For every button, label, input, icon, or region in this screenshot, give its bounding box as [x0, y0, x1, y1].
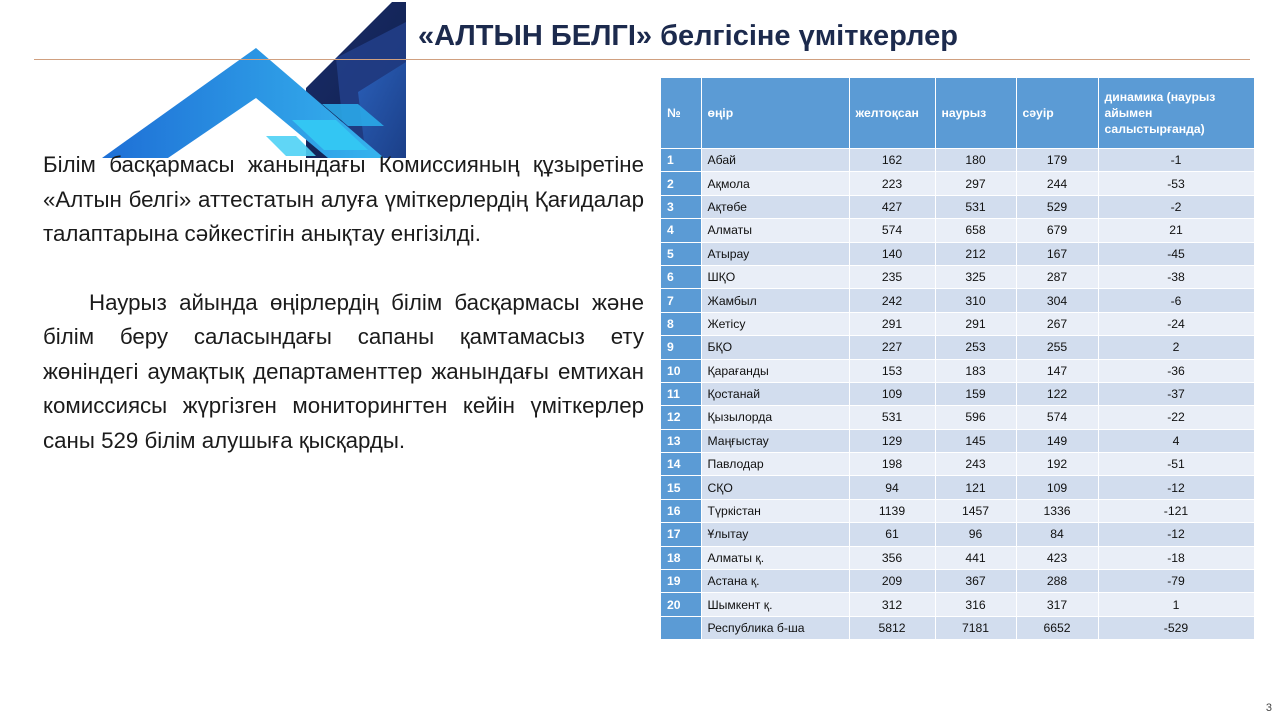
title-divider [34, 59, 1250, 60]
cell-march: 1457 [935, 499, 1016, 522]
cell-december: 109 [849, 382, 935, 405]
cell-december: 356 [849, 546, 935, 569]
cell-number: 6 [661, 265, 701, 288]
cell-region: Шымкент қ. [701, 593, 849, 616]
cell-number: 5 [661, 242, 701, 265]
cell-december: 531 [849, 406, 935, 429]
cell-march: 367 [935, 570, 1016, 593]
cell-december: 129 [849, 429, 935, 452]
header-december: желтоқсан [849, 78, 935, 149]
cell-december: 223 [849, 172, 935, 195]
cell-region: Алматы қ. [701, 546, 849, 569]
cell-december: 61 [849, 523, 935, 546]
paragraph-1: Білім басқармасы жанындағы Комиссияның құзыретіне «Алтын белгі» аттестатын алуға үміткерлердің Қағидалар талаптарына сәйкестігін анықтау енгізілді. [43, 152, 644, 246]
cell-march: 531 [935, 195, 1016, 218]
cell-dynamics: 1 [1098, 593, 1254, 616]
cell-dynamics: -53 [1098, 172, 1254, 195]
cell-april: 288 [1016, 570, 1098, 593]
cell-april: 679 [1016, 219, 1098, 242]
table-row [661, 242, 1254, 265]
cell-number: 1 [661, 149, 701, 172]
cell-dynamics: -24 [1098, 312, 1254, 335]
cell-dynamics: -12 [1098, 476, 1254, 499]
cell-march: 310 [935, 289, 1016, 312]
cell-december: 140 [849, 242, 935, 265]
cell-region: Атырау [701, 242, 849, 265]
cell-region: ШҚО [701, 265, 849, 288]
table-row [661, 546, 1254, 569]
cell-march: 121 [935, 476, 1016, 499]
cell-december: 235 [849, 265, 935, 288]
cell-march: 7181 [935, 616, 1016, 639]
cell-number: 12 [661, 406, 701, 429]
cell-april: 304 [1016, 289, 1098, 312]
cell-region: Қызылорда [701, 406, 849, 429]
cell-april: 167 [1016, 242, 1098, 265]
table-row [661, 265, 1254, 288]
cell-march: 145 [935, 429, 1016, 452]
table-row [661, 499, 1254, 522]
cell-dynamics: -79 [1098, 570, 1254, 593]
cell-march: 243 [935, 453, 1016, 476]
table-row [661, 336, 1254, 359]
cell-region: Жамбыл [701, 289, 849, 312]
cell-number [661, 616, 701, 639]
cell-april: 529 [1016, 195, 1098, 218]
cell-region: Абай [701, 149, 849, 172]
cell-region: Республика б-ша [701, 616, 849, 639]
cell-april: 287 [1016, 265, 1098, 288]
cell-dynamics: -12 [1098, 523, 1254, 546]
cell-dynamics: -18 [1098, 546, 1254, 569]
cell-number: 11 [661, 382, 701, 405]
paragraph-2: Наурыз айында өңірлердің білім басқармасы және білім беру саласындағы сапаны қамтамасыз ету жөніндегі аумақтық департаменттер жанындағы емтихан комиссиясы жүргізген мониторингтен кейін үміткерлер саны 529 білім алушыға қысқарды. [43, 289, 644, 453]
cell-region: БҚО [701, 336, 849, 359]
table-row [661, 570, 1254, 593]
candidates-table [661, 78, 1255, 639]
table-row [661, 289, 1254, 312]
cell-april: 244 [1016, 172, 1098, 195]
page-number: 3 [1265, 702, 1272, 714]
table-row [661, 523, 1254, 546]
cell-march: 253 [935, 336, 1016, 359]
cell-april: 109 [1016, 476, 1098, 499]
cell-dynamics: -36 [1098, 359, 1254, 382]
cell-dynamics: -6 [1098, 289, 1254, 312]
cell-march: 658 [935, 219, 1016, 242]
cell-region: Павлодар [701, 453, 849, 476]
cell-dynamics: -51 [1098, 453, 1254, 476]
cell-december: 242 [849, 289, 935, 312]
cell-december: 227 [849, 336, 935, 359]
cell-region: Ақтөбе [701, 195, 849, 218]
cell-region: Маңғыстау [701, 429, 849, 452]
table-row [661, 359, 1254, 382]
cell-december: 427 [849, 195, 935, 218]
cell-number: 10 [661, 359, 701, 382]
cell-december: 209 [849, 570, 935, 593]
cell-march: 180 [935, 149, 1016, 172]
cell-dynamics: 2 [1098, 336, 1254, 359]
cell-dynamics: -45 [1098, 242, 1254, 265]
cell-number: 9 [661, 336, 701, 359]
table-body [661, 149, 1254, 640]
cell-number: 20 [661, 593, 701, 616]
cell-april: 6652 [1016, 616, 1098, 639]
cell-number: 16 [661, 499, 701, 522]
cell-number: 2 [661, 172, 701, 195]
cell-region: Түркістан [701, 499, 849, 522]
cell-number: 18 [661, 546, 701, 569]
cell-number: 13 [661, 429, 701, 452]
cell-december: 162 [849, 149, 935, 172]
table-row [661, 429, 1254, 452]
cell-march: 325 [935, 265, 1016, 288]
cell-region: Қарағанды [701, 359, 849, 382]
cell-december: 1139 [849, 499, 935, 522]
header-number: № [661, 78, 701, 149]
cell-december: 291 [849, 312, 935, 335]
table-row [661, 382, 1254, 405]
cell-april: 423 [1016, 546, 1098, 569]
cell-region: Ұлытау [701, 523, 849, 546]
cell-april: 1336 [1016, 499, 1098, 522]
logo-graphic [96, 2, 408, 158]
table-header-row [661, 78, 1254, 149]
table-row [661, 149, 1254, 172]
cell-number: 4 [661, 219, 701, 242]
table-row [661, 172, 1254, 195]
cell-march: 297 [935, 172, 1016, 195]
cell-april: 192 [1016, 453, 1098, 476]
cell-march: 212 [935, 242, 1016, 265]
cell-number: 19 [661, 570, 701, 593]
cell-april: 267 [1016, 312, 1098, 335]
cell-april: 147 [1016, 359, 1098, 382]
cell-december: 574 [849, 219, 935, 242]
header-dynamics: динамика (наурыз айымен салыстырғанда) [1098, 78, 1254, 149]
table-row [661, 593, 1254, 616]
table-row [661, 406, 1254, 429]
cell-march: 316 [935, 593, 1016, 616]
cell-region: Қостанай [701, 382, 849, 405]
cell-december: 198 [849, 453, 935, 476]
cell-december: 5812 [849, 616, 935, 639]
cell-april: 84 [1016, 523, 1098, 546]
cell-region: СҚО [701, 476, 849, 499]
cell-number: 14 [661, 453, 701, 476]
cell-dynamics: 4 [1098, 429, 1254, 452]
table-row [661, 219, 1254, 242]
cell-region: Ақмола [701, 172, 849, 195]
cell-number: 7 [661, 289, 701, 312]
cell-march: 183 [935, 359, 1016, 382]
cell-dynamics: -121 [1098, 499, 1254, 522]
cell-number: 8 [661, 312, 701, 335]
cell-april: 179 [1016, 149, 1098, 172]
cell-dynamics: -529 [1098, 616, 1254, 639]
cell-april: 149 [1016, 429, 1098, 452]
table-row [661, 312, 1254, 335]
cell-dynamics: -37 [1098, 382, 1254, 405]
cell-april: 317 [1016, 593, 1098, 616]
cell-dynamics: -22 [1098, 406, 1254, 429]
table-row [661, 616, 1254, 639]
cell-april: 574 [1016, 406, 1098, 429]
cell-march: 291 [935, 312, 1016, 335]
header-march: наурыз [935, 78, 1016, 149]
cell-number: 3 [661, 195, 701, 218]
cell-dynamics: 21 [1098, 219, 1254, 242]
header-april: сәуір [1016, 78, 1098, 149]
cell-dynamics: -2 [1098, 195, 1254, 218]
cell-march: 159 [935, 382, 1016, 405]
cell-april: 255 [1016, 336, 1098, 359]
header-region: өңір [701, 78, 849, 149]
cell-december: 94 [849, 476, 935, 499]
body-text [43, 148, 644, 458]
cell-region: Астана қ. [701, 570, 849, 593]
cell-march: 441 [935, 546, 1016, 569]
cell-december: 153 [849, 359, 935, 382]
table-row [661, 195, 1254, 218]
cell-april: 122 [1016, 382, 1098, 405]
page-title: «АЛТЫН БЕЛГІ» белгісіне үміткерлер [418, 20, 958, 52]
cell-number: 15 [661, 476, 701, 499]
table-row [661, 476, 1254, 499]
cell-march: 596 [935, 406, 1016, 429]
cell-number: 17 [661, 523, 701, 546]
cell-dynamics: -38 [1098, 265, 1254, 288]
table-row [661, 453, 1254, 476]
cell-region: Жетісу [701, 312, 849, 335]
cell-dynamics: -1 [1098, 149, 1254, 172]
cell-december: 312 [849, 593, 935, 616]
cell-region: Алматы [701, 219, 849, 242]
cell-march: 96 [935, 523, 1016, 546]
